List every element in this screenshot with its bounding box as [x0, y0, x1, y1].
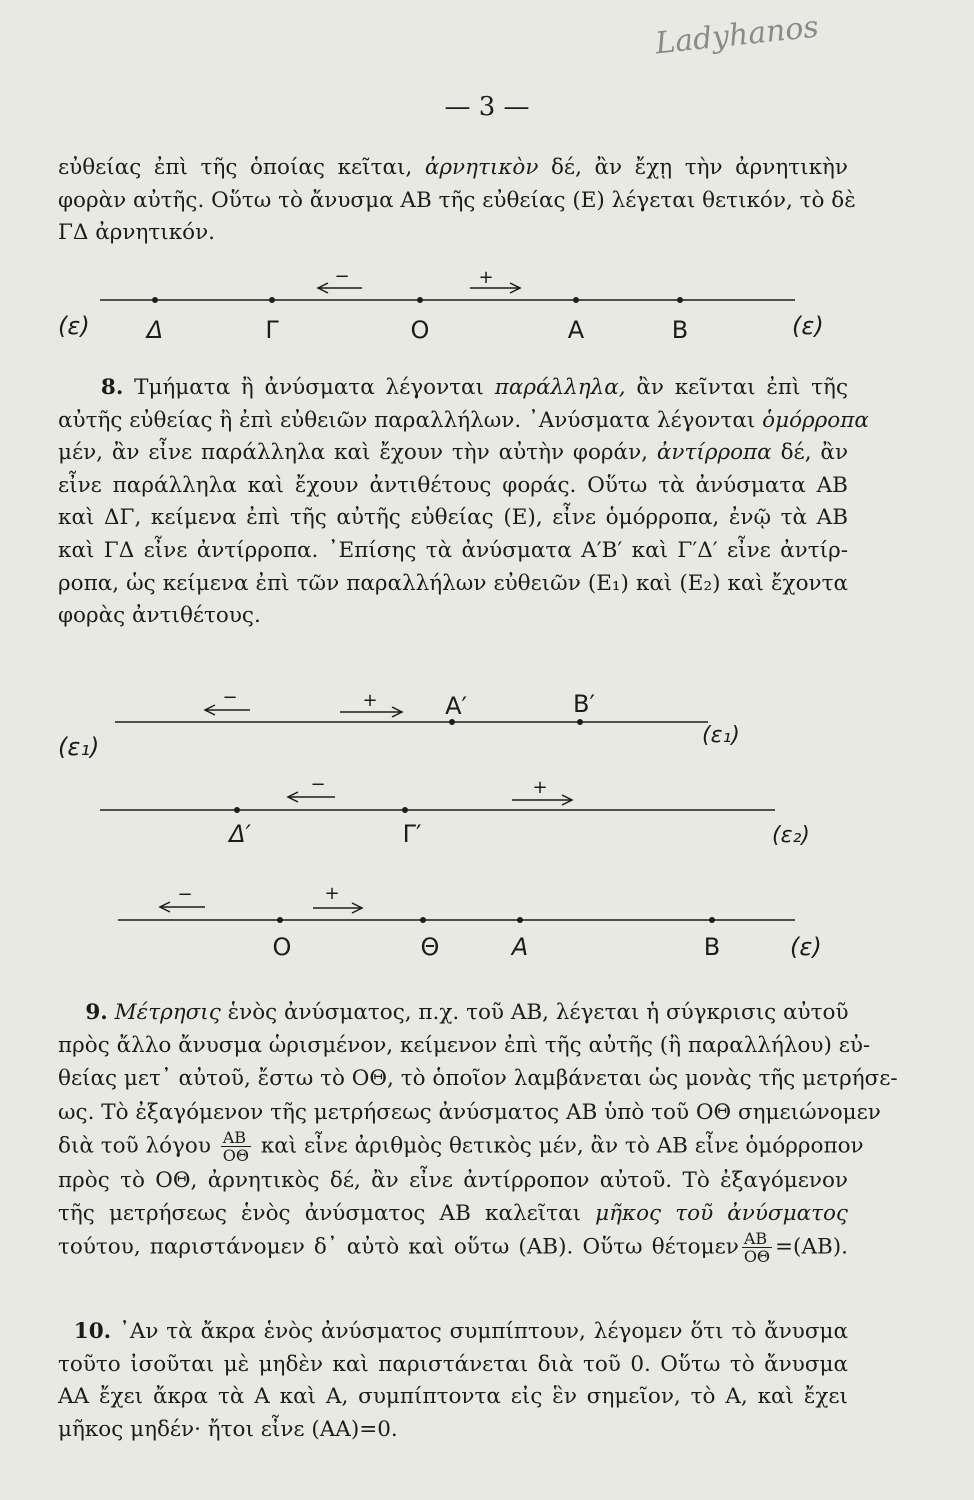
label-gamma-prime: Γ′: [402, 820, 422, 848]
text-line: αὐτῆς εὐθείας ἢ ἐπὶ εὐθειῶν παραλλήλων. ᾽Ανύσματα λέγονται ὁμόρροπα: [58, 407, 869, 433]
sign-plus: +: [532, 777, 548, 798]
sign-minus: −: [222, 687, 238, 708]
label-e2: (ε₂): [772, 823, 810, 848]
point-a: [573, 297, 579, 303]
point-delta: [152, 297, 158, 303]
sign-minus: −: [177, 884, 193, 905]
text-line: καὶ ΔΓ, κείμενα ἐπὶ τῆς αὐτῆς εὐθείας (Ε), εἶνε ὁμόρροπα, ἐνῷ τὰ ΑΒ: [58, 505, 848, 531]
point-b-prime: [577, 719, 583, 725]
text-line: εὐθείας ἐπὶ τῆς ὁποίας κεῖται, ἀρνητικὸν δέ, ἂν ἔχῃ τὴν ἀρνητικὴν: [58, 155, 848, 180]
label-e-lower: (ε): [790, 933, 822, 961]
text-line: 9. Μέτρησις ἑνὸς ἀνύσματος, π.χ. τοῦ ΑΒ, λέγεται ἡ σύγκρισις αὐτοῦ: [85, 1000, 849, 1025]
point-a-lower: [517, 917, 523, 923]
point-gamma: [269, 297, 275, 303]
point-theta: [420, 917, 426, 923]
text-line: ως. Τὸ ἐξαγόμενον τῆς μετρήσεως ἀνύσματος ΑΒ ὑπὸ τοῦ ΟΘ σημειώνομεν: [58, 1099, 881, 1125]
label-e1-left: (ε₁): [58, 733, 100, 761]
text-line: θείας μετ᾽ αὐτοῦ, ἔστω τὸ ΟΘ, τὸ ὁποῖον λαμβάνεται ὡς μονὰς τῆς μετρήσε-: [58, 1066, 898, 1092]
sign-plus: +: [324, 883, 340, 904]
point-o-lower: [277, 917, 283, 923]
text-line: φορὰν αὐτῆς. Οὕτω τὸ ἄνυσμα ΑΒ τῆς εὐθείας (Ε) λέγεται θετικόν, τὸ δὲ: [58, 187, 856, 213]
label-o: Ο: [410, 316, 430, 344]
text-line: πρὸς ἄλλο ἄνυσμα ὡρισμένον, κείμενον ἐπὶ τῆς αὐτῆς (ἢ παραλλήλου) εὐ-: [58, 1033, 871, 1059]
label-a: Α: [567, 316, 585, 344]
text-line: 10. ᾽Αν τὰ ἄκρα ἑνὸς ἀνύσματος συμπίπτουν, λέγομεν ὅτι τὸ ἄνυσμα: [73, 1319, 849, 1344]
label-e-left: (ε): [58, 312, 90, 340]
label-theta: Θ: [420, 933, 440, 961]
sign-plus: +: [362, 690, 378, 711]
label-o-lower: Ο: [272, 933, 292, 961]
text-line: καὶ ΓΔ εἶνε ἀντίρροπα. ᾽Επίσης τὰ ἀνύσματα Α′Β′ καὶ Γ′Δ′ εἶνε ἀντίρ-: [58, 537, 848, 563]
label-gamma: Γ: [265, 316, 279, 344]
text-line: πρὸς τὸ ΟΘ, ἀρνητικὸς δέ, ἂν εἶνε ἀντίρροπον αὐτοῦ. Τὸ ἐξαγόμενον: [58, 1167, 848, 1193]
label-a-prime: Α′: [445, 692, 467, 720]
text-line: ροπα, ὡς κείμενα ἐπὶ τῶν παραλλήλων εὐθειῶν (Ε₁) καὶ (Ε₂) καὶ ἔχοντα: [58, 570, 848, 596]
label-b-prime: Β′: [573, 690, 595, 718]
text-line: ΓΔ ἀρνητικόν.: [58, 220, 215, 246]
fraction-ab-over-otheta-2: $\frac{AB}{O\Theta}$: [743, 1229, 771, 1267]
text-line: διὰ τοῦ λόγου $\frac{AB}{O\Theta}$ καὶ εἶνε ἀριθμὸς θετικὸς μέν, ἂν τὸ ΑΒ εἶνε ὁμόρροπον: [58, 1127, 864, 1165]
label-delta: Δ: [146, 316, 164, 344]
figure-2: [58, 687, 822, 961]
sign-minus: −: [334, 266, 350, 287]
point-gamma-prime: [402, 807, 408, 813]
sign-plus: +: [478, 267, 494, 288]
point-b: [677, 297, 683, 303]
paragraph-9: [58, 996, 898, 1267]
point-delta-prime: [234, 807, 240, 813]
text-line: τούτου, παριστάνομεν δ᾽ αὐτὸ καὶ οὕτω (ΑΒ). Οὕτω θέτομεν $\frac{AB}{O\Theta}$ =(ΑΒ).: [58, 1229, 848, 1267]
text-line: εἶνε παράλληλα καὶ ἔχουν ἀντιθέτους φοράς. Οὕτω τὰ ἀνύσματα ΑΒ: [58, 472, 848, 498]
text-line: 8. Τμήματα ἢ ἀνύσματα λέγονται παράλληλα, ἂν κεῖνται ἐπὶ τῆς: [100, 375, 848, 400]
text-line: τῆς μετρήσεως ἑνὸς ἀνύσματος ΑΒ καλεῖται μῆκος τοῦ ἀνύσματος: [58, 1201, 848, 1227]
label-a-lower: Α: [511, 933, 529, 961]
text-line: ΑΑ ἔχει ἄκρα τὰ Α καὶ Α, συμπίπτοντα εἰς ἓν σημεῖον, τὸ Α, καὶ ἔχει: [58, 1384, 848, 1410]
point-o: [417, 297, 423, 303]
fraction-ab-over-otheta: $\frac{AB}{O\Theta}$: [222, 1127, 249, 1165]
paragraph-8: [58, 372, 869, 633]
text-line: φορὰς ἀντιθέτους.: [58, 603, 261, 629]
point-b-lower: [709, 917, 715, 923]
label-e1-right: (ε₁): [702, 723, 740, 748]
text-line: μῆκος μηδέν· ἤτοι εἶνε (ΑΑ)=0.: [58, 1416, 398, 1442]
label-b: Β: [671, 316, 689, 344]
label-e-right: (ε): [792, 312, 824, 340]
sign-minus: −: [310, 774, 326, 795]
label-delta-prime: Δ′: [229, 820, 251, 848]
figure-1: [58, 266, 824, 344]
label-b-lower: Β: [703, 933, 721, 961]
page-number: — 3 —: [444, 92, 530, 122]
handwritten-signature: Ladyhanos: [653, 9, 821, 62]
text-line: μέν, ἂν εἶνε παράλληλα καὶ ἔχουν τὴν αὐτὴν φοράν, ἀντίρροπα δέ, ἂν: [58, 440, 849, 466]
paragraph-10: [58, 1316, 848, 1446]
text-line: τοῦτο ἰσοῦται μὲ μηδὲν καὶ παριστάνεται διὰ τοῦ 0. Οὕτω τὸ ἄνυσμα: [58, 1351, 848, 1377]
